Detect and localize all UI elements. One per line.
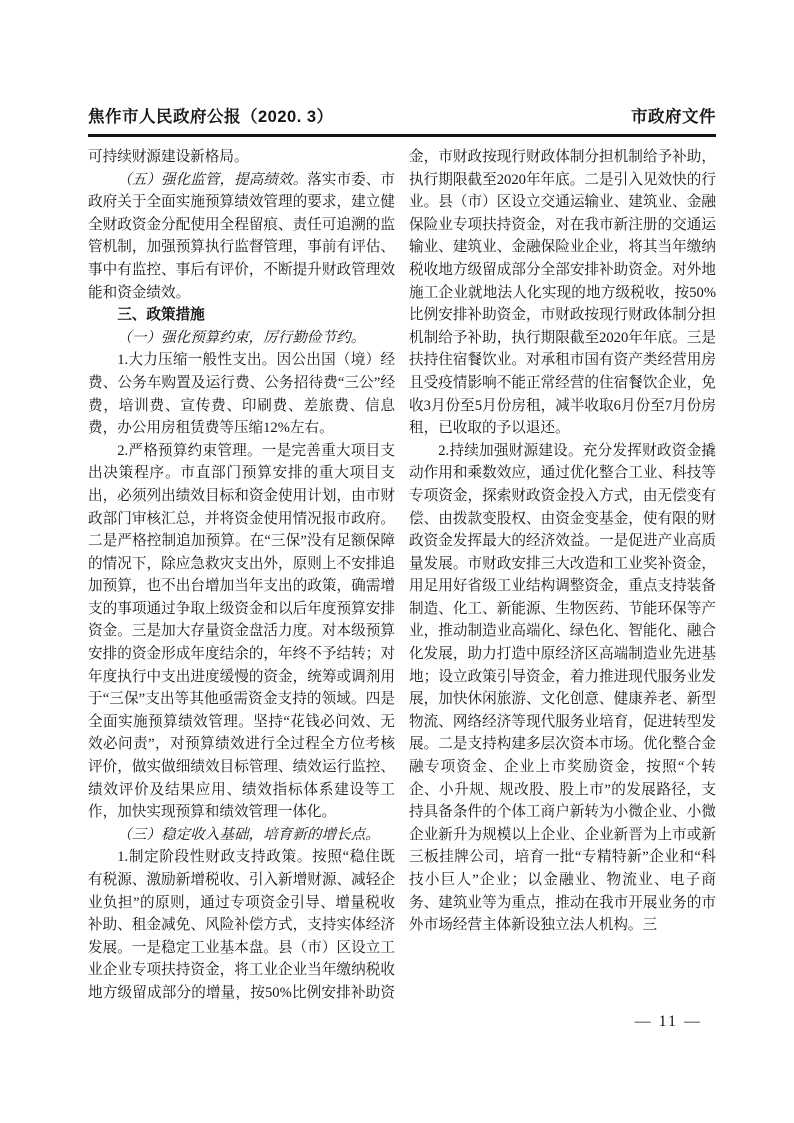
page-number: — 11 — bbox=[634, 1013, 702, 1030]
paragraph: 2.持续加强财源建设。充分发挥财政资金撬动作用和乘数效应，通过优化整合工业、科技等专项资金，探索财政资金投入方式，由无偿变有偿、由拨款变股权、由资金变基金，使有限的财政资金发挥最大的经济效益。一是促进产业高质量发展。市财政安排三大改造和工业奖补资金，用足用好省级工业结构调整资金，重点支持装备制造、化工、新能源、生物医药、节能环保等产业，推动制造业高端化、绿色化、智能化、融合化发展，助力打造中原经济区高端制造业先进基地；设立政策引导资金，着力推进现代服务业发展，加快休闲旅游、文化创意、健康养老、新型物流、网络经济等现代服务业培育，促进转型发展。二是支持构建多层次资本市场。优化整合金融专项资金、企业上市奖励资金，按照“个转企、小升规、规改股、股上市”的发展路径，支持具备条件的个体工商户新转为小微企业、小微企业新升为规模以上企业、企业新晋为上市或新三板挂牌公司，培育一批“专精特新”企业和“科技小巨人”企业；以金融业、物流业、电子商务、建筑业等为重点，推动在我市开展业务的市外市场经营主体新设独立法人机构。三 bbox=[409, 442, 716, 934]
paragraph: 2.严格预算约束管理。一是完善重大项目支出决策程序。市直部门预算安排的重大项目支出，必须列出绩效目标和资金使用计划，由市财政部门审核汇总，并将资金使用情况报市政府。二是严格控制追加预算。在“三保”没有足额保障的情况下，除应急救灾支出外，原则上不安排追加预算，也不出台增加当年支出的政策，确需增支的事项通过争取上级资金和以后年度预算安排资金。三是加大存量资金盘活力度。对本级预算安排的资金形成年度结余的，年终不予结转；对年度执行中支出进度缓慢的资金，统筹或调剂用于“三保”支出等其他亟需资金支持的领域。四是全面实施预算绩效管理。坚持“花钱必问效、无效必问责”，对预算绩效进行全过程全方位考核评价，做实做细绩效目标管理、绩效运行监控、绩效评价及结果应用、绩效指标体系建设等工作，加快实现预算和绩效管理一体化。 bbox=[88, 442, 395, 821]
header-gazette-title: 焦作市人民政府公报（2020. 3） bbox=[88, 108, 334, 126]
section-heading: 三、政策措施 bbox=[117, 307, 205, 324]
page-header bbox=[88, 103, 716, 137]
paragraph: （五）强化监管，提高绩效。落实市委、市政府关于全面实施预算绩效管理的要求，建立健全财政资金分配使用全程留痕、责任可追溯的监管机制，加强预算执行监督管理，事前有评估、事中有监控、事后有评价，不断提升财政管理效能和资金绩效。 bbox=[88, 171, 395, 301]
subsection-lead: （五）强化监管，提高绩效。 bbox=[117, 171, 308, 188]
subsection-heading: （三）稳定收入基础，培育新的增长点。 bbox=[117, 826, 380, 843]
paragraph: 可持续财源建设新格局。 bbox=[88, 149, 249, 165]
header-doc-category: 市政府文件 bbox=[631, 108, 716, 126]
paragraph: 1.制定阶段性财政支持政策。按照“稳住既有税源、激励新增税收、引入新增财源、减轻企业负担”的原则，通过专项资金引导、增量税收补助、租金减免、风险补偿方式，支持实体经济发展。一是稳定工业基本盘。县（市）区设立工业企业专项扶持资金，将工业企业当年缴纳税收地方级留成部分的增量，按50%比例安排补助资金，市财政按现行财政体制分担机制给予补助，执行期限截至2020年年底。二是引入见效快的行业。县（市）区设立交通运输业、建筑业、金融保险业专项扶持资金，对在我市新注册的交通运输业、建筑业、金融保险业企业，将其当年缴纳税收地方级留成部分全部安排补助资金。对外地施工企业就地法人化实现的地方级税收，按50%比例安排补助资金，市财政按现行财政体制分担机制给予补助，执行期限截至2020年年底。三是扶持住宿餐饮业。对承租市国有资产类经营用房且受疫情影响不能正常经营的住宿餐饮企业，免收3月份至5月份房租，减半收取6月份至7月份房租，已收取的予以退还。 bbox=[88, 149, 716, 1001]
subsection-heading: （一）强化预算约束，厉行勤俭节约。 bbox=[117, 329, 366, 346]
paragraph: 1.大力压缩一般性支出。因公出国（境）经费、公务车购置及运行费、公务招待费“三公”经费，培训费、宣传费、印刷费、差旅费、信息费，办公用房租赁费等压缩12%左右。 bbox=[88, 352, 395, 437]
document-body bbox=[88, 146, 716, 1008]
